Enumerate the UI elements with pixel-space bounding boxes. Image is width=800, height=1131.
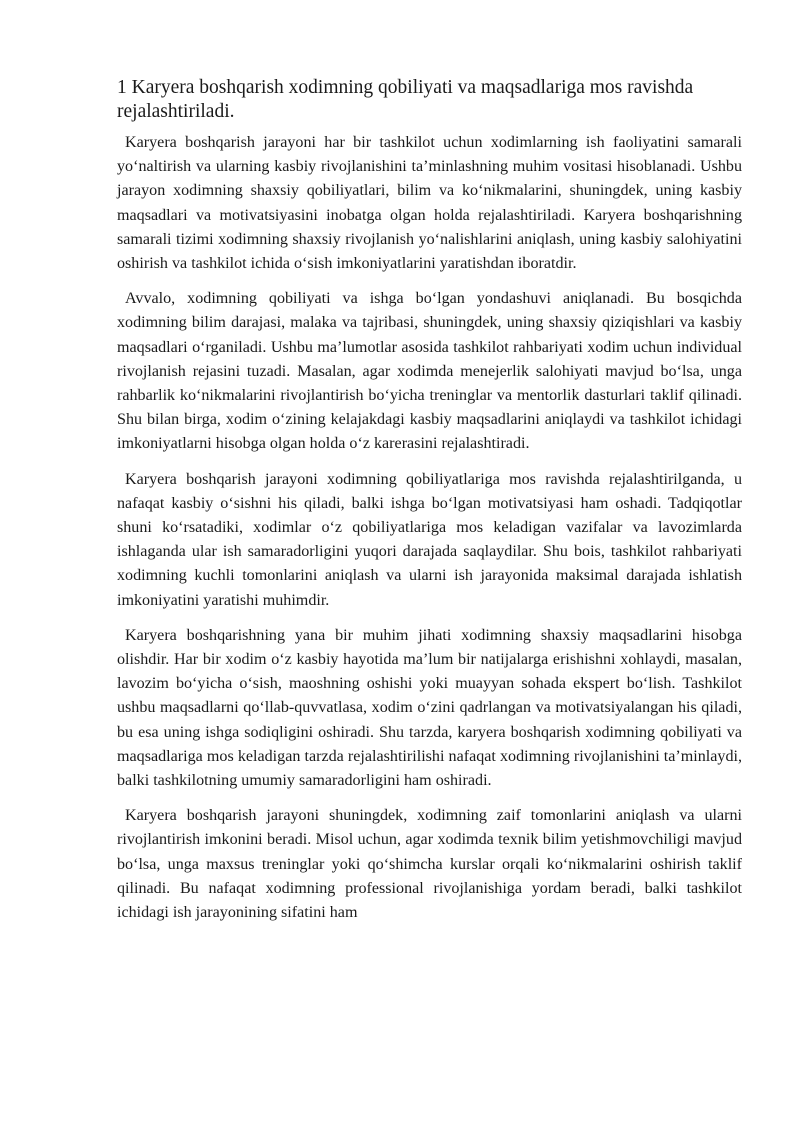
- paragraph-4: Karyera boshqarishning yana bir muhim jihati xodimning shaxsiy maqsadlarini hisobga olishdir. Har bir xodim o‘z kasbiy hayotida ma’lum bir natijalarga erishishni xohlaydi, masalan, lavozim bo‘yicha o‘sish, maoshning oshishi yoki muayyan sohada ekspert bo‘lish. Tashkilot ushbu maqsadlarni qo‘llab-quvvatlasa, xodim o‘zini qadrlangan va motivatsiyalangan his qiladi, bu esa uning ishga sodiqligini oshiradi. Shu tarzda, karyera boshqarish xodimning qobiliyati va maqsadlariga mos keladigan tarzda rejalashtirilishi nafaqat xodimning rivojlanishini ta’minlaydi, balki tashkilotning umumiy samaradorligini ham oshiradi.: [117, 626, 742, 790]
- paragraph-3: Karyera boshqarish jarayoni xodimning qobiliyatlariga mos ravishda rejalashtirilganda, u nafaqat kasbiy o‘sishni his qiladi, balki ishga bo‘lgan motivatsiyasi ham oshadi. Tadqiqotlar shuni ko‘rsatadiki, xodimlar o‘z qobiliyatlariga mos keladigan vazifalar va lavozimlarda ishlaganda ular ish samaradorligini yuqori darajada saqlaydilar. Shu bois, tashkilot rahbariyati xodimning kuchli tomonlarini aniqlash va ularni ish jarayonida maksimal darajada ishlatish imkoniyatini yaratishi muhimdir.: [117, 470, 742, 609]
- paragraph-5: Karyera boshqarish jarayoni shuningdek, xodimning zaif tomonlarini aniqlash va ularni rivojlantirish imkonini beradi. Misol uchun, agar xodimda texnik bilim yetishmovchiligi mavjud bo‘lsa, unga maxsus treninglar yoki qo‘shimcha kurslar orqali ko‘nikmalarini oshirish taklif qilinadi. Bu nafaqat xodimning professional rivojlanishiga yordam beradi, balki tashkilot ichidagi ish jarayonining sifatini ham: [117, 807, 742, 922]
- section-heading: 1 Karyera boshqarish xodimning qobiliyati va maqsadlariga mos ravishda rejalashtiriladi.: [117, 77, 694, 122]
- document-page: [117, 76, 742, 936]
- paragraph-1: Karyera boshqarish jarayoni har bir tashkilot uchun xodimlarning ish faoliyatini samarali yo‘naltirish va ularning kasbiy rivojlanishini ta’minlashning muhim vositasi hisoblanadi. Ushbu jarayon xodimning shaxsiy qobiliyatlari, bilim va ko‘nikmalarini, shuningdek, uning kasbiy maqsadlari va motivatsiyasini inobatga olgan holda rejalashtiriladi. Karyera boshqarishning samarali tizimi xodimning shaxsiy rivojlanish yo‘nalishlarini aniqlash, uning kasbiy salohiyatini oshirish va tashkilot ichida o‘sish imkoniyatlarini yaratishdan iboratdir.: [117, 134, 742, 273]
- paragraph-2: Avvalo, xodimning qobiliyati va ishga bo‘lgan yondashuvi aniqlanadi. Bu bosqichda xodimning bilim darajasi, malaka va tajribasi, shuningdek, uning shaxsiy qiziqishlari va kasbiy maqsadlari o‘rganiladi. Ushbu ma’lumotlar asosida tashkilot rahbariyati xodim uchun individual rivojlanish rejasini tuzadi. Masalan, agar xodimda menejerlik salohiyati mavjud bo‘lsa, unga rahbarlik ko‘nikmalarini rivojlantirish bo‘yicha treninglar va mentorlik dasturlari taklif qilinadi. Shu bilan birga, xodim o‘zining kelajakdagi kasbiy maqsadlarini aniqlaydi va tashkilot ichidagi imkoniyatlarni hisobga olgan holda o‘z karerasini rejalashtiradi.: [117, 290, 742, 453]
